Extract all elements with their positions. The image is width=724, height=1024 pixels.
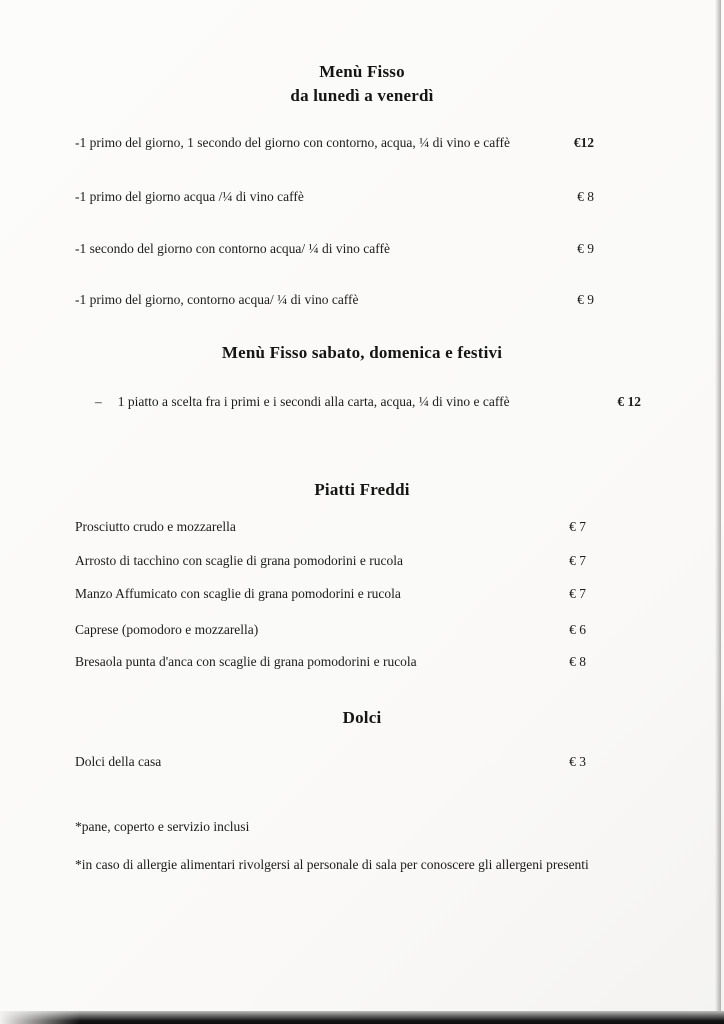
menu-item-row: [75, 551, 586, 570]
menu-item-price: € 8: [569, 654, 586, 669]
menu-item-price: € 9: [577, 292, 594, 307]
dash-bullet: –: [95, 394, 102, 409]
footnote-service-included: *pane, coperto e servizio inclusi: [75, 819, 250, 834]
menu-item-row: [75, 620, 586, 639]
menu-item-name: Arrosto di tacchino con scaglie di grana pomodorini e rucola: [75, 553, 404, 568]
section-title-menu-fisso-weekend: Menù Fisso sabato, domenica e festivi: [221, 343, 503, 362]
menu-item-price: €12: [573, 135, 594, 150]
menu-item-price: € 9: [577, 241, 594, 256]
menu-item-row: [75, 584, 586, 603]
menu-item-name: -1 primo del giorno, 1 secondo del giorno con contorno, acqua, ¼ di vino e caffè: [75, 135, 511, 150]
menu-item-row: [75, 239, 594, 258]
menu-item-name: Prosciutto crudo e mozzarella: [75, 519, 236, 534]
menu-item-price: € 3: [569, 754, 586, 769]
scan-edge-bottom: [0, 1011, 724, 1024]
footnote-allergens: *in caso di allergie alimentari rivolgersi al personale di sala per conoscere gli allergeni presenti: [75, 857, 589, 872]
menu-item-row: [75, 133, 594, 152]
menu-item-row: [75, 517, 586, 536]
menu-item-name: -1 primo del giorno, contorno acqua/ ¼ di vino caffè: [75, 292, 359, 307]
menu-item-price: € 6: [569, 622, 586, 637]
menu-item-name: Bresaola punta d'anca con scaglie di grana pomodorini e rucola: [75, 654, 417, 669]
menu-item-name: 1 piatto a scelta fra i primi e i secondi alla carta, acqua, ¼ di vino e caffè: [117, 394, 510, 409]
scan-edge-right: [715, 0, 721, 1014]
menu-item-row: [75, 290, 594, 309]
scan-corner-bottom-left: [0, 1011, 80, 1024]
menu-item-row: [95, 392, 641, 411]
section-title-menu-fisso: Menù Fisso: [319, 62, 405, 81]
menu-item-price: € 12: [617, 394, 641, 409]
menu-item-row: [75, 752, 586, 771]
menu-item-price: € 8: [577, 189, 594, 204]
section-title-dolci: Dolci: [342, 708, 382, 727]
menu-item-name: Manzo Affumicato con scaglie di grana pomodorini e rucola: [75, 586, 401, 601]
section-subtitle-menu-fisso: da lunedì a venerdì: [290, 86, 434, 105]
section-title-piatti-freddi: Piatti Freddi: [314, 480, 410, 499]
menu-item-price: € 7: [569, 519, 586, 534]
menu-item-name: Dolci della casa: [75, 754, 162, 769]
menu-item-price: € 7: [569, 553, 586, 568]
menu-item-row: [75, 652, 586, 671]
menu-item-name: -1 secondo del giorno con contorno acqua/ ¼ di vino caffè: [75, 241, 391, 256]
menu-item-name: Caprese (pomodoro e mozzarella): [75, 622, 259, 637]
menu-item-row: [75, 187, 594, 206]
menu-item-name: -1 primo del giorno acqua /¼ di vino caffè: [75, 189, 304, 204]
menu-item-price: € 7: [569, 586, 586, 601]
